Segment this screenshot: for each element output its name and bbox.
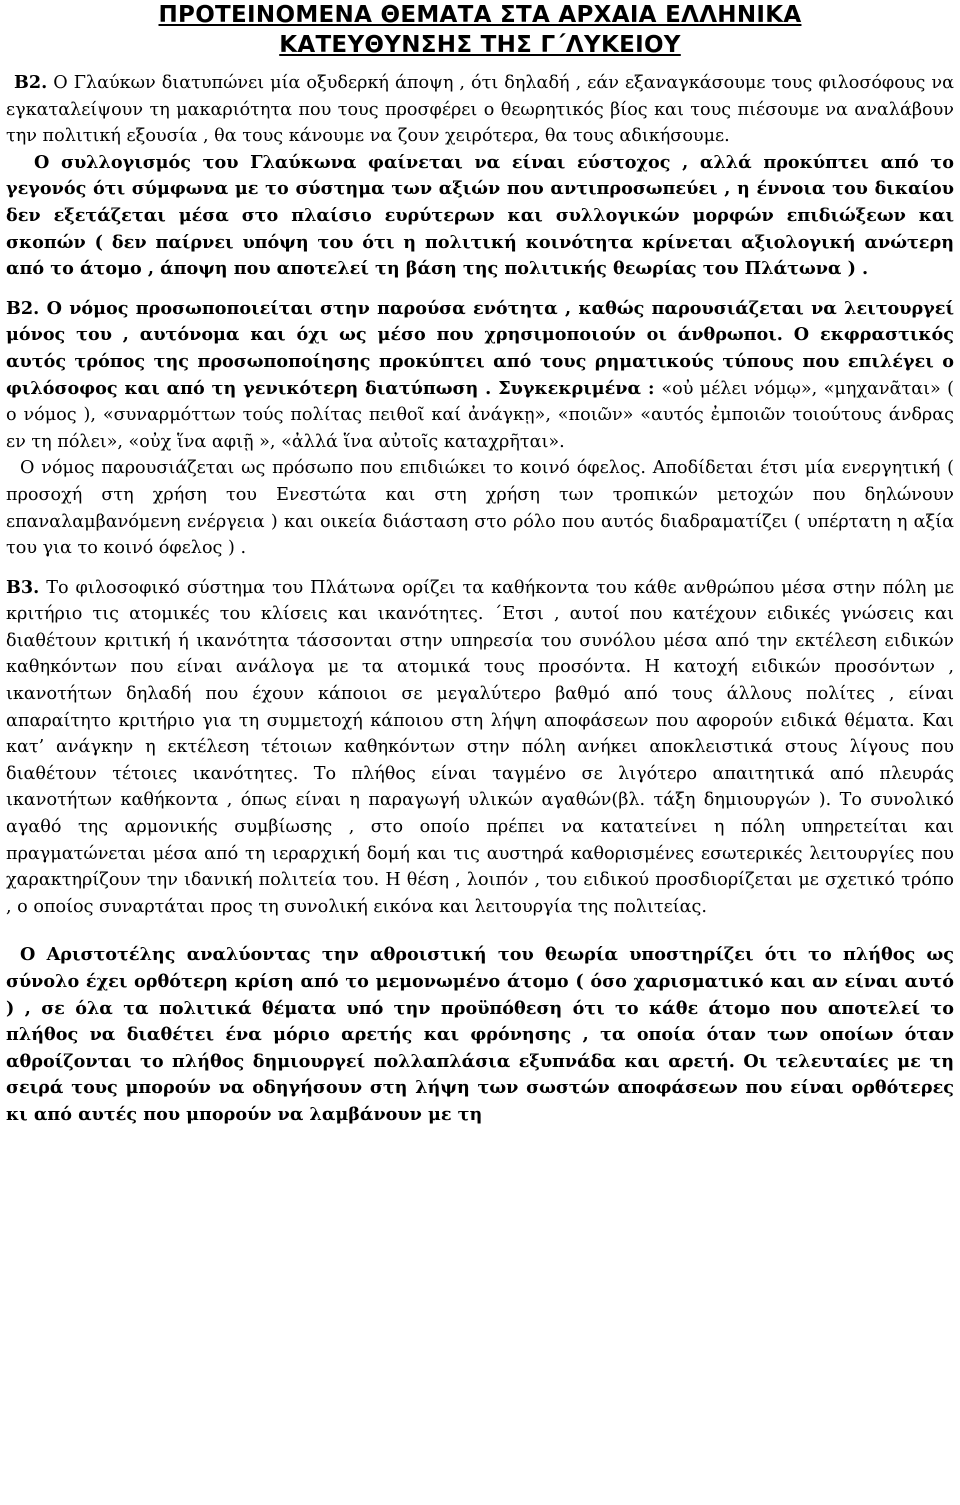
section2-label: Β2.: [6, 297, 40, 319]
section3-label: Β3.: [6, 576, 40, 598]
document-page: [6, 0, 954, 1129]
section2-para1-text: Ο νόμος προσωποποιείται στην παρούσα ενότητα , καθώς παρουσιάζεται να λειτουργεί μόνος του , αυτόνομα και όχι ως μέσο που χρησιμοποιούν οι άνθρωποι. Ο εκφραστικός αυτός τρόπος της προσωποποίησης προκύπτει από τους ρηματικούς τύπους που επιλέγει ο φιλόσοφος και από τη γενικότερη διατύπωση . Συγκεκριμένα :: [6, 297, 954, 399]
section1-paragraph1: [6, 70, 954, 150]
section3-para1-text: Το φιλοσοφικό σύστημα του Πλάτωνα ορίζει τα καθήκοντα του κάθε ανθρώπου μέσα στην πόλη με κριτήριο τις ατομικές του κλίσεις και ικανότητες. ΄Ετσι , αυτοί που κατέχουν ειδικές γνώσεις και διαθέτουν κριτική ή ικανότητα τάσσονται στην υπηρεσία του συνόλου μέσα από την εκτέλεση ειδικών καθηκόντων που είναι ανάλογα με τα ατομικά τους προσόντα. Η κατοχή ειδικών προσόντων , ικανοτήτων δηλαδή που έχουν κάποιοι σε μεγαλύτερο βαθμό από τους άλλους πολίτες , είναι απαραίτητο κριτήριο για τη συμμετοχή κάποιου στη λήψη αποφάσεων που αφορούν ειδικά θέματα. Και κατ’ ανάγκην η εκτέλεση τέτοιων καθηκόντων στην πόλη ανήκει αποκλειστικά στους λίγους που διαθέτουν τέτοιες ικανότητες. Το πλήθος είναι ταγμένο σε λιγότερο απαιτητικά από πλευράς ικανοτήτων καθήκοντα , όπως είναι η παραγωγή υλικών αγαθών(βλ. τάξη δημιουργών ). Το συνολικό αγαθό της αρμονικής συμβίωσης , στο οποίο πρέπει να κατατείνει η πόλη υπηρετείται και πραγματώνεται μέσα από τη ιεραρχική δομή και τις αυστηρά καθορισμένες εσωτερικές λειτουργίες που χαρακτηρίζουν την ιδανική πολιτεία του. Η θέση , λοιπόν , του ειδικού προσδιορίζεται με σχετικό τρόπο , ο οποίος συναρτάται προς τη συνολική εικόνα και λειτουργία της πολιτείας.: [6, 577, 954, 917]
title-line-2: ΚΑΤΕΥΘΥΝΣΗΣ ΤΗΣ Γ΄ΛΥΚΕΙΟΥ: [279, 32, 681, 58]
title-line-1: ΠΡΟΤΕΙΝΟΜΕΝΑ ΘΕΜΑΤΑ ΣΤΑ ΑΡΧΑΙΑ ΕΛΛΗΝΙΚΑ: [158, 2, 802, 28]
section1-para1-text: Ο Γλαύκων διατυπώνει μία οξυδερκή άποψη , ότι δηλαδή , εάν εξαναγκάσουμε τους φιλοσόφους να εγκαταλείψουν τη μακαριότητα που τους προσφέρει ο θεωρητικός βίος και τους πιέσουμε να αναλάβουν την πολιτική εξουσία , θα τους κάνουμε να ζουν χειρότερα, θα τους αδικήσουμε.: [6, 73, 954, 147]
document-title: [6, 0, 954, 60]
section1-label: Β2.: [14, 72, 48, 93]
section2-quotations: «οὐ μέλει νόμῳ», «μηχανᾶται» ( ο νόμος ), «συναρμόττων τούς πολίτας πειθοῖ καί ἀνάγκῃ», «ποιῶν» «αυτός ἐμποιῶν τοιούτους άνδρας εν τη πόλει», «οὐχ ἵνα αφιῇ », «ἀλλά ἵνα αὐτοῖς καταχρῆται».: [6, 378, 954, 452]
section3-paragraph1: [6, 575, 954, 921]
section2-paragraph2: Ο νόμος παρουσιάζεται ως πρόσωπο που επιδιώκει το κοινό όφελος. Αποδίδεται έτσι μία ενεργητική ( προσοχή στη χρήση του Ενεστώτα και στη χρήση των τροπικών μετοχών που δηλώνουν επαναλαμβανόμενη ενέργεια ) και οικεία διάσταση στο ρόλο που αυτός διαδραματίζει ( υπέρτατη η αξία του για το κοινό όφελος ) .: [6, 458, 954, 559]
section2-paragraph1: [6, 296, 954, 456]
section3-paragraph2: Ο Αριστοτέλης αναλύοντας την αθροιστική του θεωρία υποστηρίζει ότι το πλήθος ως σύνολο έχει ορθότερη κρίση από το μεμονωμένο άτομο ( όσο χαρισματικό και αν είναι αυτό ) , σε όλα τα πολιτικά θέματα υπό την προϋπόθεση ότι το κάθε άτομο που αποτελεί το πλήθος να διαθέτει ένα μόριο αρετής και φρόνησης , τα οποία όταν των οποίων όταν αθροίζονται το πλήθος δημιουργεί πολλαπλάσια εξυπνάδα και αρετή. Οι τελευταίες με τη σειρά τους μπορούν να οδηγήσουν στη λήψη των σωστών αποφάσεων που είναι ορθότερες κι από αυτές που μπορούν να λαμβάνουν με τη: [6, 944, 954, 1125]
section1-paragraph2: Ο συλλογισμός του Γλαύκωνα φαίνεται να είναι εύστοχος , αλλά προκύπτει από το γεγονός ότι σύμφωνα με το σύστημα των αξιών που αντιπροσωπεύει , η έννοια του δικαίου δεν εξετάζεται μέσα στο πλαίσιο ευρύτερων και συλλογικών μορφών επιδιώξεων και σκοπών ( δεν παίρνει υπόψη του ότι η πολιτική κοινότητα κρίνεται αξιολογική ανώτερη από το άτομο , άποψη που αποτελεί τη βάση της πολιτικής θεωρίας του Πλάτωνα ) .: [6, 151, 954, 280]
